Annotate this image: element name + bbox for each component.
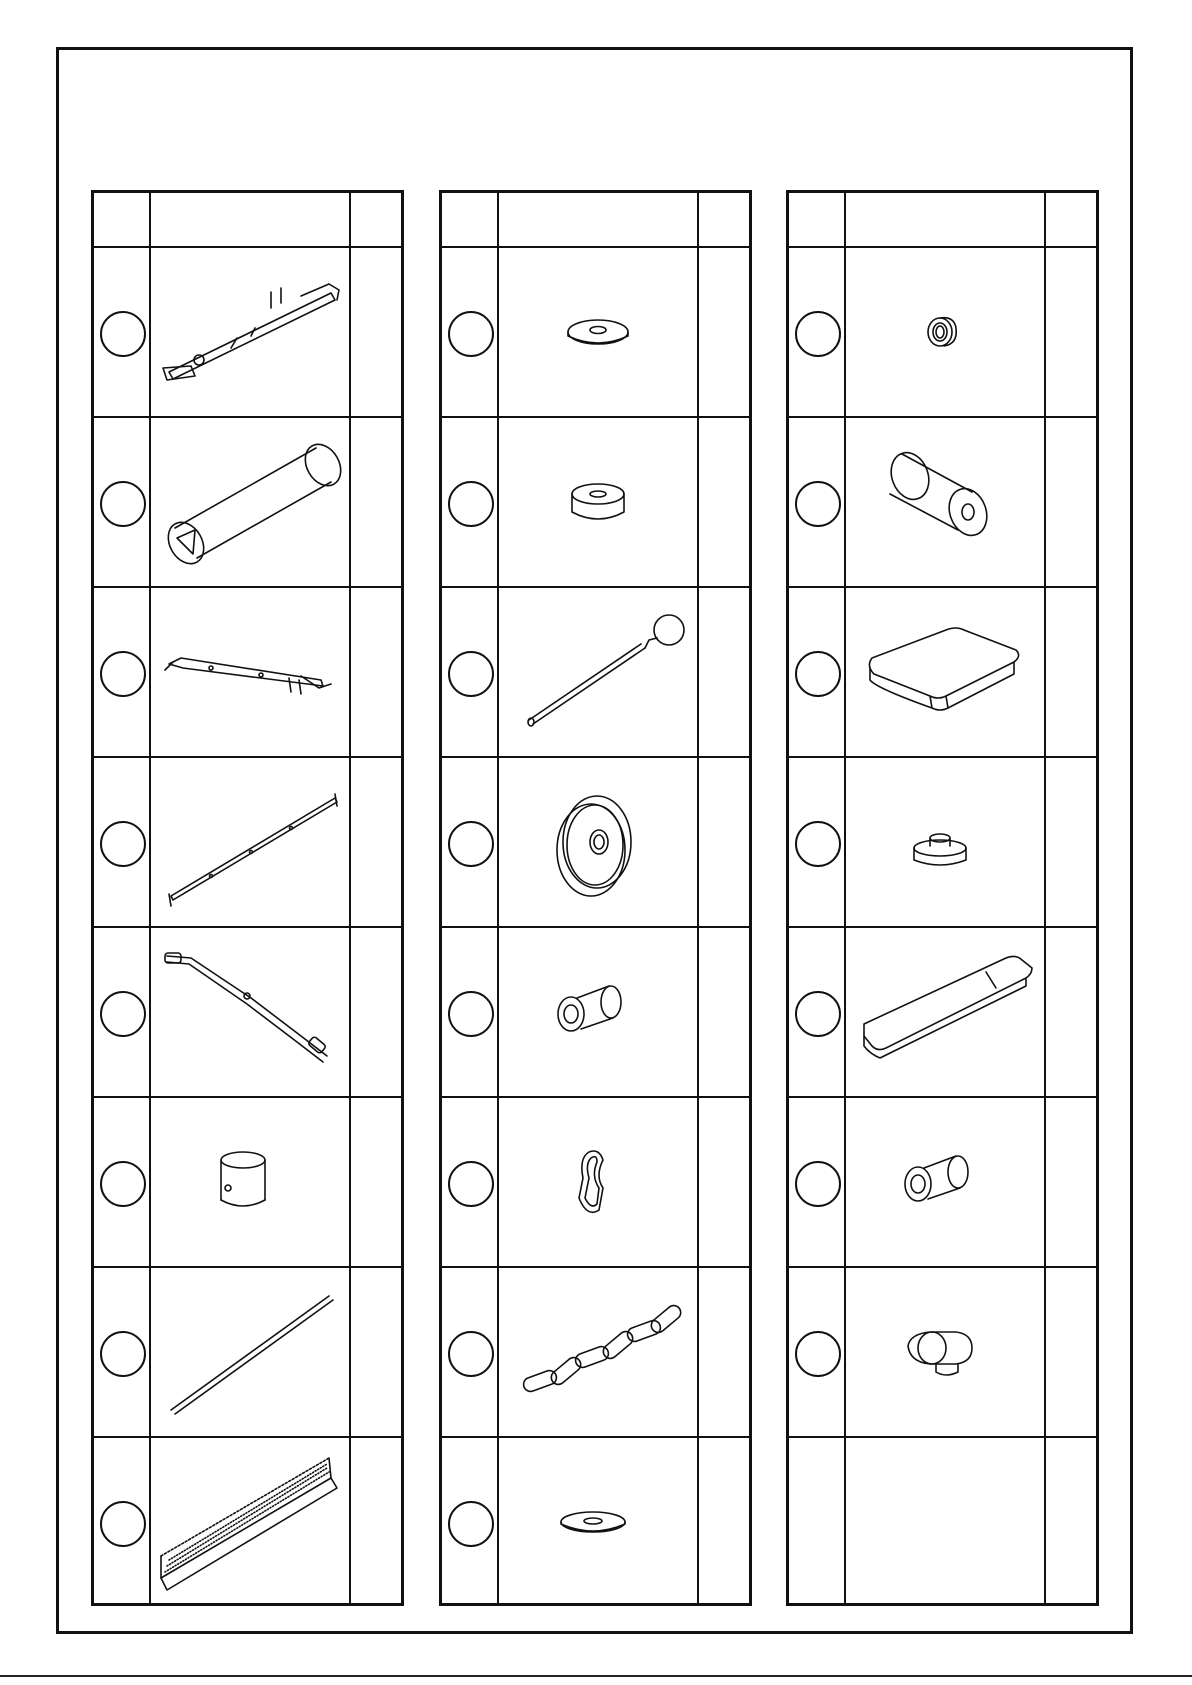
quantity-cell [699,248,749,416]
empty-slot [846,1438,1044,1606]
quantity-cell [351,588,401,756]
oval-washer-icon [499,1438,697,1606]
quantity-cell [1046,248,1096,416]
part-number-circle [100,991,146,1037]
foam-roller-icon [846,418,1044,586]
square-tube-sleeve-icon [151,418,349,586]
table-row [94,1098,401,1268]
table-row [789,928,1096,1098]
part-number-circle [448,1501,494,1547]
pulley-icon [499,758,697,926]
flanged-bushing-icon [499,928,697,1096]
table-row [94,758,401,928]
table-row [442,758,749,928]
quantity-cell [699,928,749,1096]
table-row [789,588,1096,758]
quantity-cell [1046,418,1096,586]
quantity-cell [699,418,749,586]
part-number-circle [448,481,494,527]
table-header-row [94,193,401,248]
main-frame-bar-icon [151,248,349,416]
table-row [94,588,401,758]
quantity-cell [699,1098,749,1266]
part-number-circle [795,651,841,697]
table-row [789,1268,1096,1438]
flat-washer-icon [499,248,697,416]
parts-table-column [439,190,752,1606]
parts-table-column [786,190,1099,1606]
table-row [442,1098,749,1268]
table-row [442,1268,749,1438]
quantity-cell [351,1268,401,1436]
table-header-row [442,193,749,248]
part-number-circle [448,991,494,1037]
quantity-cell [351,1098,401,1266]
table-row [94,1268,401,1438]
part-number-circle [795,1161,841,1207]
table-row [789,1438,1096,1608]
quantity-cell [1046,1438,1096,1606]
table-row [94,928,401,1098]
knob-icon [846,1268,1044,1436]
quantity-cell [1046,1268,1096,1436]
curved-handle-bar-icon [151,928,349,1096]
table-row [442,1438,749,1608]
quantity-cell [699,758,749,926]
seat-pad-icon [846,588,1044,756]
table-row [94,248,401,418]
table-row [789,248,1096,418]
quantity-cell [699,1438,749,1606]
parts-table-column [91,190,404,1606]
table-row [442,418,749,588]
part-number-circle [448,311,494,357]
quantity-cell [351,418,401,586]
part-number-circle [100,821,146,867]
thick-spacer-icon [499,418,697,586]
table-row [94,1438,401,1608]
quantity-cell [351,248,401,416]
quantity-cell [351,928,401,1096]
table-row [94,418,401,588]
short-sleeve-icon [151,1098,349,1266]
part-number-circle [100,311,146,357]
part-number-circle [795,821,841,867]
quantity-cell [1046,1098,1096,1266]
table-row [789,1098,1096,1268]
table-row [789,758,1096,928]
chain-icon [499,1268,697,1436]
rod-icon [151,1268,349,1436]
part-number-circle [100,1161,146,1207]
quantity-cell [699,1268,749,1436]
quantity-cell [351,758,401,926]
back-pad-icon [846,928,1044,1096]
lever-arm-icon [151,588,349,756]
pin-with-knob-icon [499,588,697,756]
part-number-circle [795,991,841,1037]
flanged-bushing-icon [846,1098,1044,1266]
part-number-circle [448,1331,494,1377]
part-number-circle [100,1331,146,1377]
part-number-circle [448,651,494,697]
part-number-circle [795,1331,841,1377]
part-number-circle [448,821,494,867]
long-rail-icon [151,758,349,926]
quantity-cell [1046,588,1096,756]
small-bushing-icon [846,248,1044,416]
carabiner-icon [499,1098,697,1266]
table-row [442,588,749,758]
quantity-cell [1046,758,1096,926]
part-number-circle [795,481,841,527]
quantity-cell [699,588,749,756]
quantity-cell [1046,928,1096,1096]
part-number-circle [795,311,841,357]
part-number-circle [100,1501,146,1547]
mesh-guard-icon [151,1438,349,1606]
table-row [442,928,749,1098]
bottom-rule [0,1675,1192,1677]
table-row [442,248,749,418]
part-number-circle [100,481,146,527]
table-header-row [789,193,1096,248]
table-row [789,418,1096,588]
rubber-foot-icon [846,758,1044,926]
part-number-circle [100,651,146,697]
part-number-circle [448,1161,494,1207]
quantity-cell [351,1438,401,1606]
